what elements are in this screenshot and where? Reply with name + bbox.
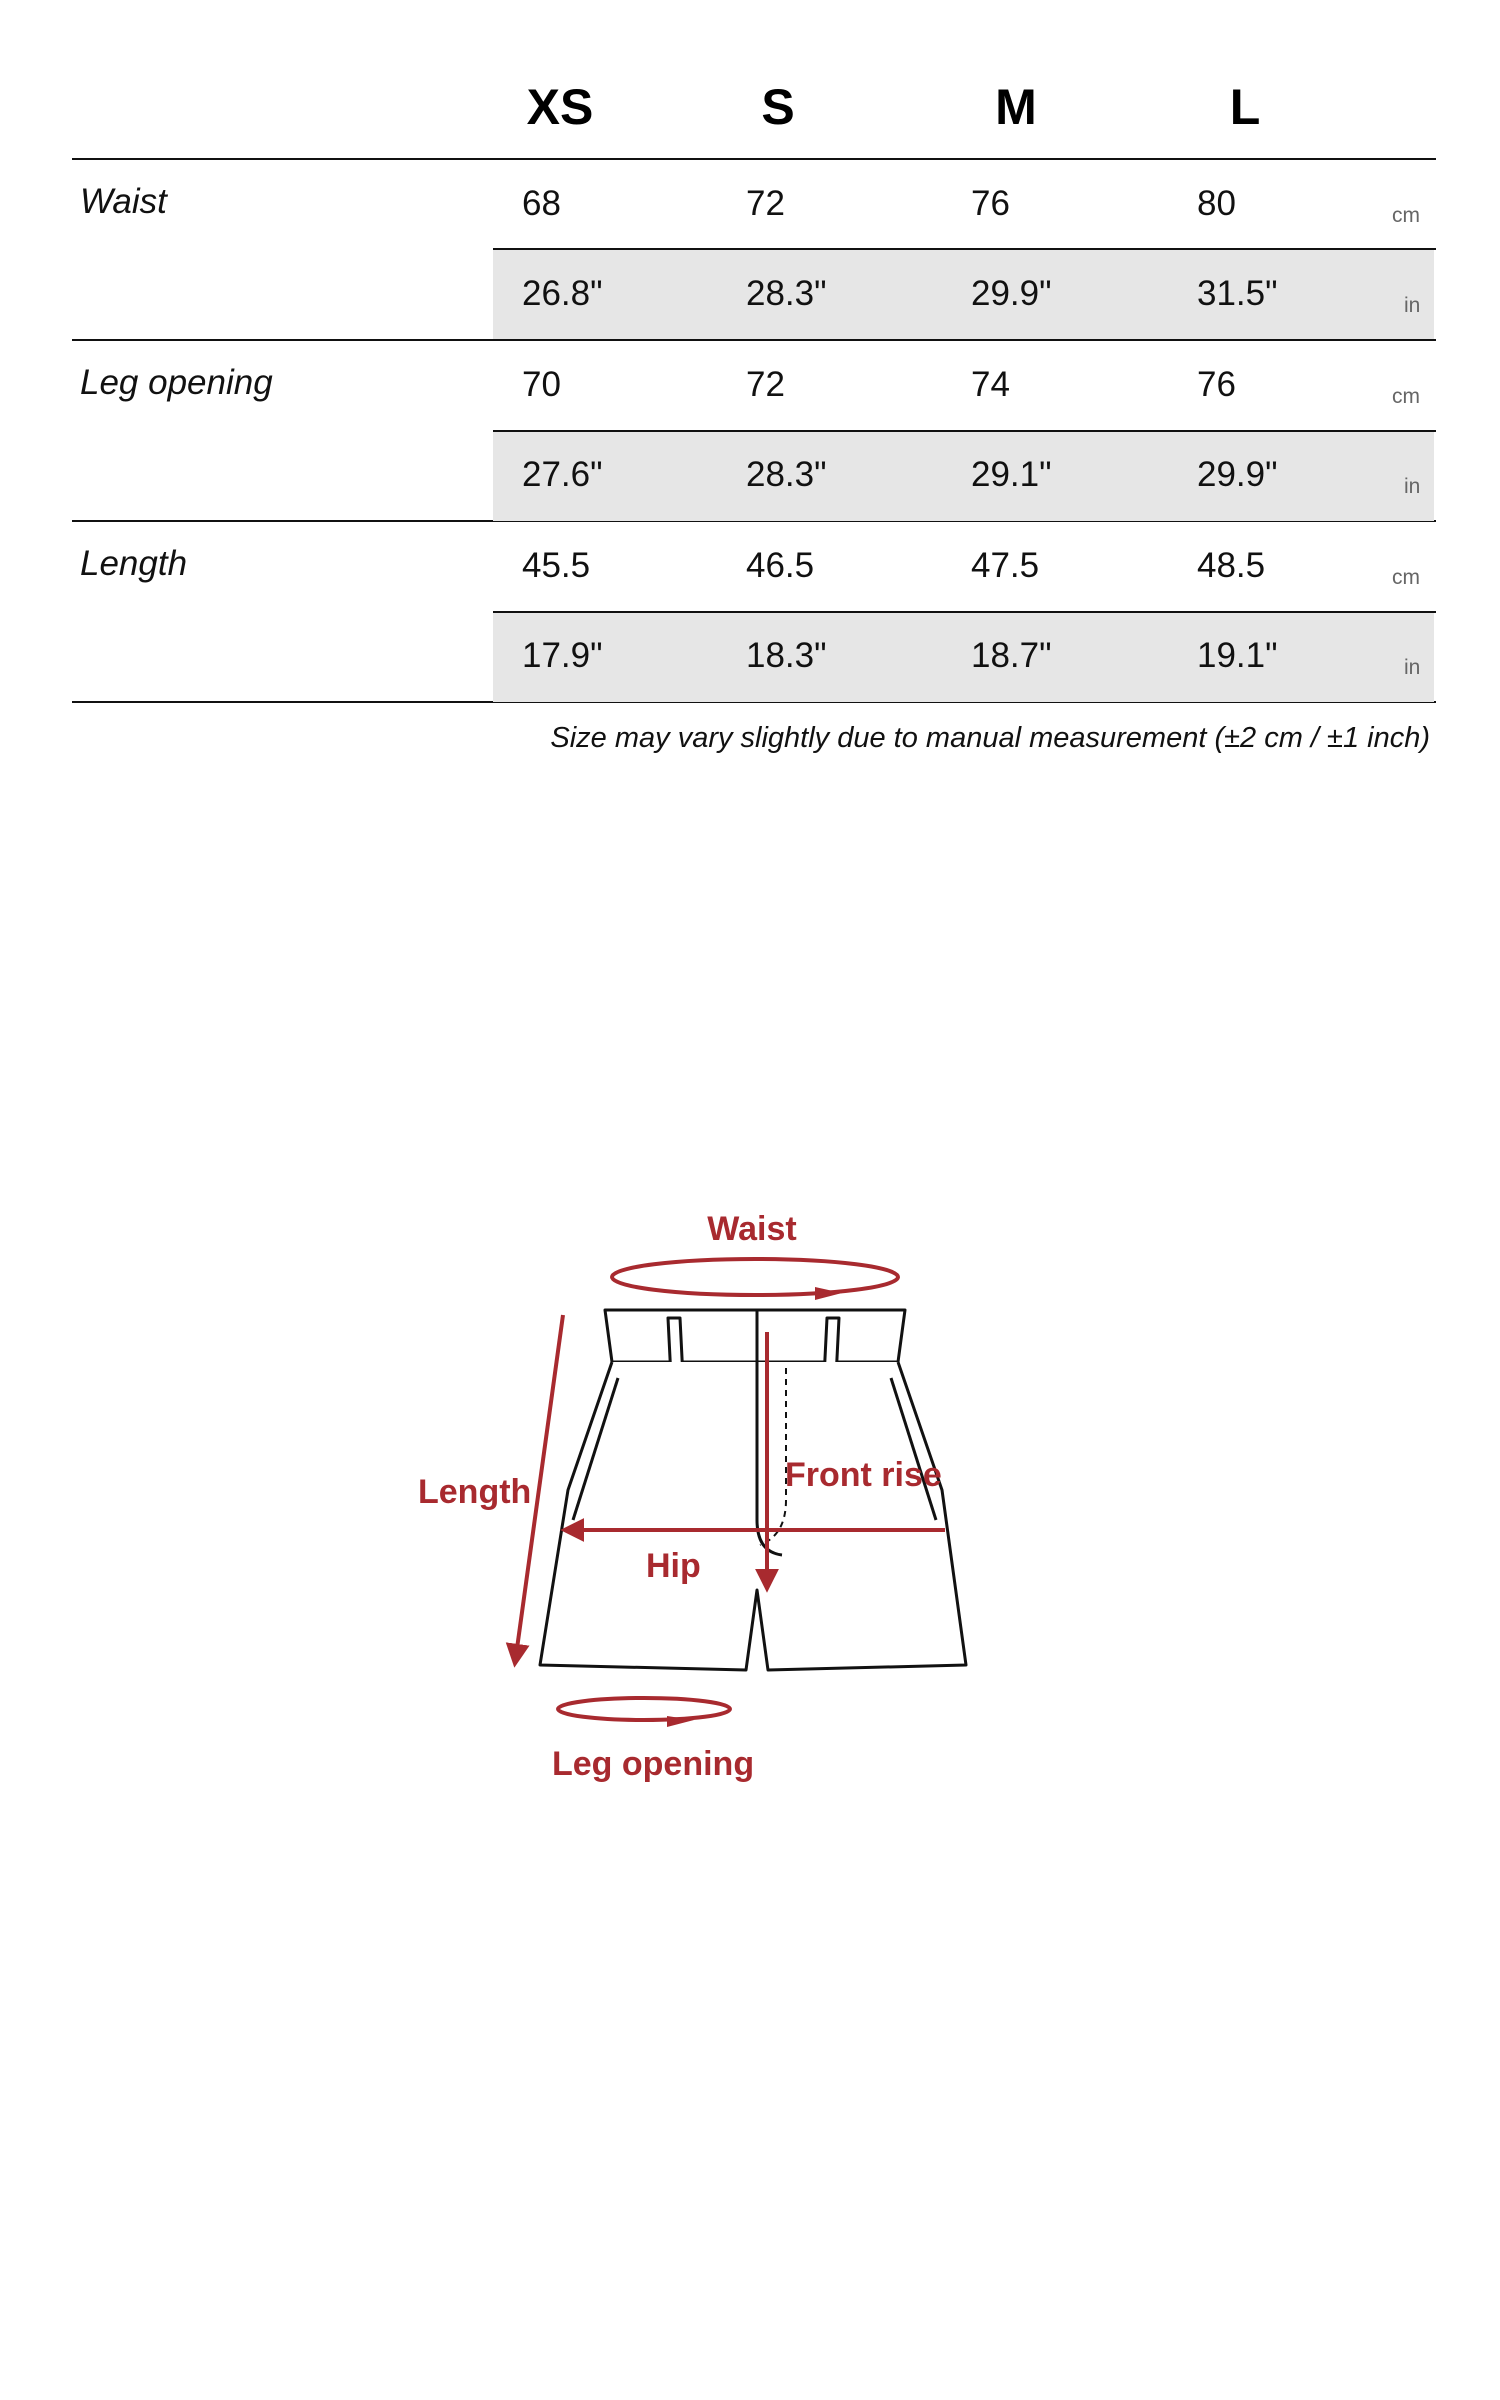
size-header-m: M <box>995 79 1037 135</box>
table-cell: 18.7" <box>971 636 1052 675</box>
table-cell: 28.3" <box>746 274 827 313</box>
unit-cm: cm <box>1392 566 1420 589</box>
waist-arrowhead <box>815 1287 842 1300</box>
table-cell: 29.1" <box>971 455 1052 494</box>
table-cell: 31.5" <box>1197 274 1278 313</box>
label-front-rise: Front rise <box>785 1456 942 1494</box>
label-leg-opening: Leg opening <box>552 1745 755 1783</box>
table-cell: 29.9" <box>1197 455 1278 494</box>
table-cell: 28.3" <box>746 455 827 494</box>
measure-label-leg-opening: Leg opening <box>80 363 273 402</box>
table-cell: 18.3" <box>746 636 827 675</box>
measurement-note: Size may vary slightly due to manual measurement (±2 cm / ±1 inch) <box>550 722 1430 754</box>
table-cell: 47.5 <box>971 546 1040 585</box>
waistband <box>605 1310 905 1362</box>
table-cell: 70 <box>522 365 561 404</box>
unit-cm: cm <box>1392 385 1420 408</box>
label-hip: Hip <box>646 1547 701 1585</box>
table-cell: 19.1" <box>1197 636 1278 675</box>
leg-opening-arrow <box>558 1698 730 1720</box>
table-cell: 29.9" <box>971 274 1052 313</box>
table-cell: 45.5 <box>522 546 591 585</box>
label-waist: Waist <box>707 1210 797 1248</box>
size-header-s: S <box>761 79 795 135</box>
table-cell: 48.5 <box>1197 546 1266 585</box>
size-header-xs: XS <box>526 79 594 135</box>
unit-cm: cm <box>1392 204 1420 227</box>
table-cell: 27.6" <box>522 455 603 494</box>
measure-label-waist: Waist <box>80 182 167 221</box>
table-cell: 17.9" <box>522 636 603 675</box>
label-length: Length <box>418 1473 532 1511</box>
table-cell: 26.8" <box>522 274 603 313</box>
table-cell: 76 <box>971 184 1010 223</box>
table-cell: 72 <box>746 184 785 223</box>
table-cell: 68 <box>522 184 561 223</box>
measure-label-length: Length <box>80 544 188 583</box>
table-cell: 74 <box>971 365 1010 404</box>
table-cell: 72 <box>746 365 785 404</box>
waist-arrow <box>612 1259 898 1295</box>
table-cell: 46.5 <box>746 546 815 585</box>
table-cell: 76 <box>1197 365 1236 404</box>
unit-in: in <box>1404 294 1421 317</box>
unit-in: in <box>1404 475 1421 498</box>
unit-in: in <box>1404 656 1421 679</box>
table-cell: 80 <box>1197 184 1236 223</box>
size-header-l: L <box>1229 79 1261 135</box>
